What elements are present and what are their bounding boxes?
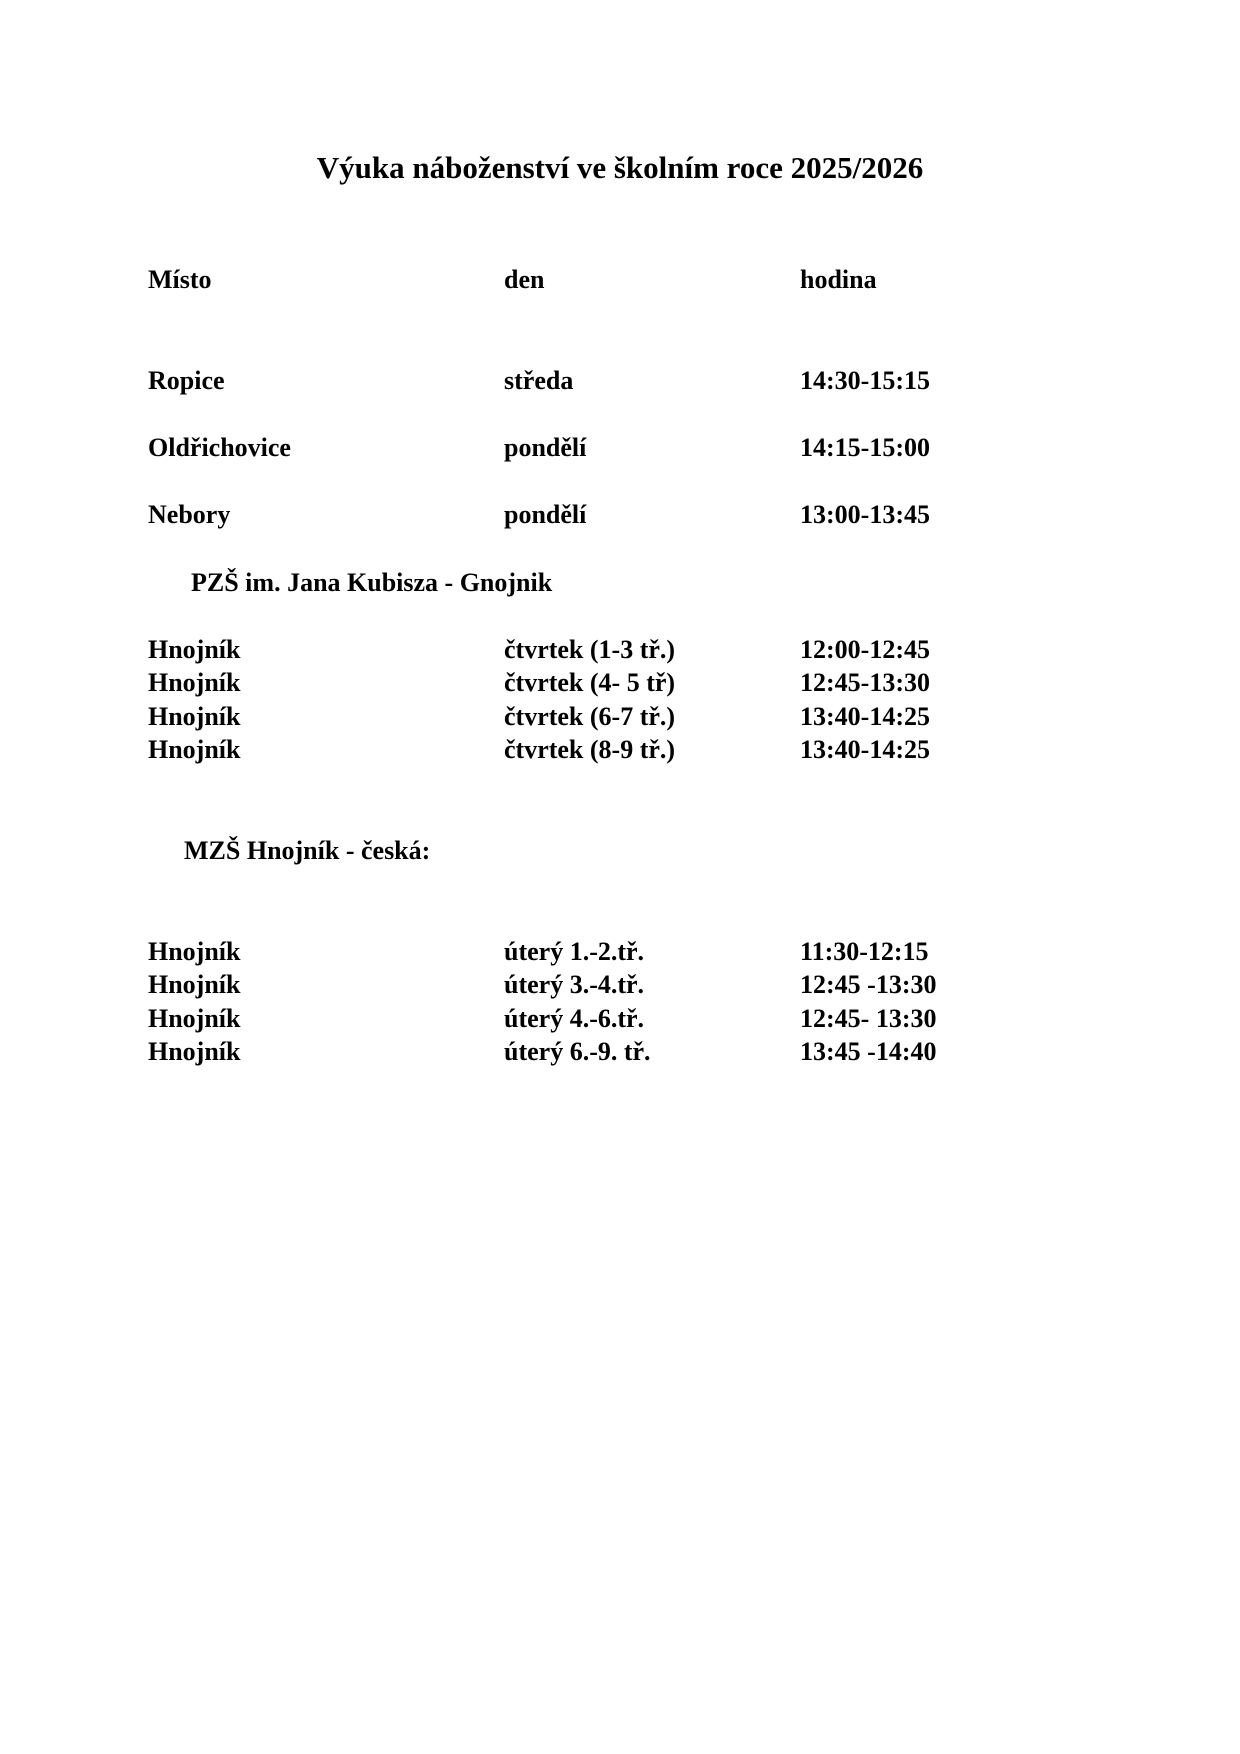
place-cell: Hnojník — [148, 668, 241, 697]
section-heading-mzs: MZŠ Hnojník - česká: — [184, 836, 431, 865]
table-row — [0, 431, 1240, 465]
table-row — [0, 700, 1240, 734]
table-row — [0, 1035, 1240, 1069]
column-header-day: den — [504, 265, 545, 294]
time-cell: 13:40-14:25 — [800, 735, 930, 764]
place-cell: Ropice — [148, 366, 225, 395]
time-cell: 14:30-15:15 — [800, 366, 930, 395]
table-row — [0, 666, 1240, 700]
time-cell: 12:45- 13:30 — [800, 1004, 937, 1033]
column-header-time: hodina — [800, 265, 877, 294]
time-cell: 14:15-15:00 — [800, 433, 930, 462]
place-cell: Hnojník — [148, 635, 241, 664]
table-row — [0, 364, 1240, 398]
table-row — [0, 1002, 1240, 1036]
table-row — [0, 733, 1240, 767]
place-cell: Oldřichovice — [148, 433, 291, 462]
table-row — [0, 633, 1240, 667]
day-cell: úterý 4.-6.tř. — [504, 1004, 645, 1033]
time-cell: 11:30-12:15 — [800, 937, 929, 966]
page-title: Výuka náboženství ve školním roce 2025/2026 — [316, 150, 924, 185]
time-cell: 12:00-12:45 — [800, 635, 930, 664]
table-row — [0, 498, 1240, 532]
day-cell: čtvrtek (1-3 tř.) — [504, 635, 676, 664]
place-cell: Nebory — [148, 500, 231, 529]
day-cell: čtvrtek (4- 5 tř) — [504, 668, 676, 697]
day-cell: úterý 6.-9. tř. — [504, 1037, 651, 1066]
table-header — [0, 263, 1240, 297]
column-header-place: Místo — [148, 265, 212, 294]
day-cell: čtvrtek (8-9 tř.) — [504, 735, 676, 764]
day-cell: pondělí — [504, 500, 587, 529]
time-cell: 13:40-14:25 — [800, 702, 930, 731]
place-cell: Hnojník — [148, 735, 241, 764]
time-cell: 13:45 -14:40 — [800, 1037, 937, 1066]
day-cell: úterý 1.-2.tř. — [504, 937, 645, 966]
place-cell: Hnojník — [148, 970, 241, 999]
day-cell: pondělí — [504, 433, 587, 462]
time-cell: 12:45 -13:30 — [800, 970, 937, 999]
place-cell: Hnojník — [148, 702, 241, 731]
place-cell: Hnojník — [148, 1004, 241, 1033]
time-cell: 12:45-13:30 — [800, 668, 930, 697]
time-cell: 13:00-13:45 — [800, 500, 930, 529]
day-cell: středa — [504, 366, 574, 395]
day-cell: čtvrtek (6-7 tř.) — [504, 702, 676, 731]
table-row — [0, 968, 1240, 1002]
place-cell: Hnojník — [148, 1037, 241, 1066]
day-cell: úterý 3.-4.tř. — [504, 970, 645, 999]
section-heading-pzs: PZŠ im. Jana Kubisza - Gnojnik — [191, 568, 553, 597]
table-row — [0, 935, 1240, 969]
place-cell: Hnojník — [148, 937, 241, 966]
